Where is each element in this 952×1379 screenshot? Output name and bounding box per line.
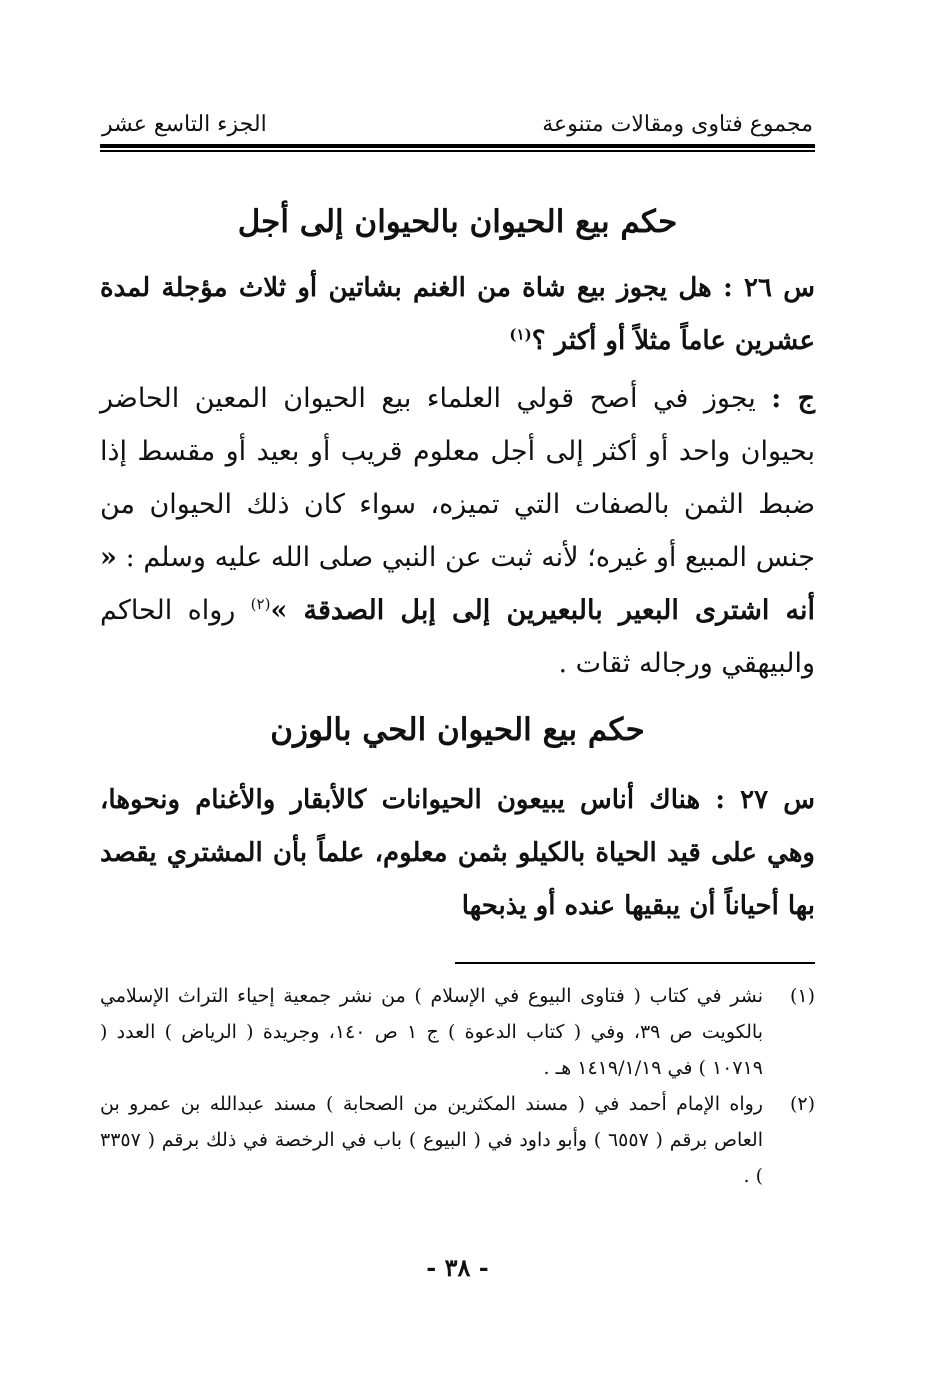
book-title: مجموع فتاوى ومقالات متنوعة [542,112,813,137]
question-26 [100,262,815,368]
volume-label: الجزء التاسع عشر [102,112,267,137]
footnote-ref-1[interactable]: (١) [509,325,532,344]
footnote-text: نشر في كتاب ( فتاوى البيوع في الإسلام ) من نشر جمعية إحياء التراث الإسلامي بالكويت ص ٣٩، وفي ( كتاب الدعوة ) ج ١ ص ١٤٠، وجريدة ( الرياض ) العدد ( ١٠٧١٩ ) في ١٤١٩/١/١٩ هـ . [100,985,763,1079]
question-27: س ٢٧ : هناك أناس يبيعون الحيوانات كالأبقار والأغنام ونحوها، وهي على قيد الحياة بالكيلو بثمن معلوم، علماً بأن المشتري يقصد بها أحياناً أن يبقيها عنده أو يذبحها [100,785,815,921]
answer-26 [100,372,815,690]
running-header [100,100,815,140]
answer-tail: رواه الحاكم والبيهقي ورجاله ثقات . [100,595,815,679]
question-26-text: س ٢٦ : هل يجوز بيع شاة من الغنم بشاتين أو ثلاث مؤجلة لمدة عشرين عاماً مثلاً أو أكثر ؟ [100,273,815,356]
footnote-ref-2[interactable]: (٢) [250,595,271,613]
page-number: - ٣٨ - [426,1253,489,1282]
section-title-2: حكم بيع الحيوان الحي بالوزن [270,712,645,748]
answer-body: يجوز في أصح قولي العلماء بيع الحيوان المعين الحاضر بحيوان واحد أو أكثر إلى أجل معلوم قريب أو بعيد أو مقسط إذا ضبط الثمن بالصفات التي تميزه، سواء كان ذلك الحيوان من جنس المبيع أو غيره؛ لأنه ثبت عن النبي صلى الله عليه وسلم : [100,383,815,573]
hadith-quote: « أنه اشترى البعير بالبعيرين إلى إبل الصدقة » [100,542,815,626]
header-double-rule [100,144,815,152]
document-page [100,100,815,1320]
answer-prefix: ج : [771,383,815,414]
footnotes [100,978,815,1194]
footnote-1 [100,978,815,1086]
section-title-1: حكم بيع الحيوان بالحيوان إلى أجل [237,204,678,240]
footnote-separator [455,962,815,964]
footnote-text: رواه الإمام أحمد في ( مسند المكثرين من الصحابة ) مسند عبدالله بن عمرو بن العاص برقم ( ٦٥٥٧ ) وأبو داود في ( البيوع ) باب في الرخصة في ذلك برقم ( ٣٣٥٧ ) . [100,1093,763,1187]
footnote-2 [100,1086,815,1194]
footnote-number: (١) [789,985,815,1007]
footnote-number: (٢) [789,1093,815,1115]
